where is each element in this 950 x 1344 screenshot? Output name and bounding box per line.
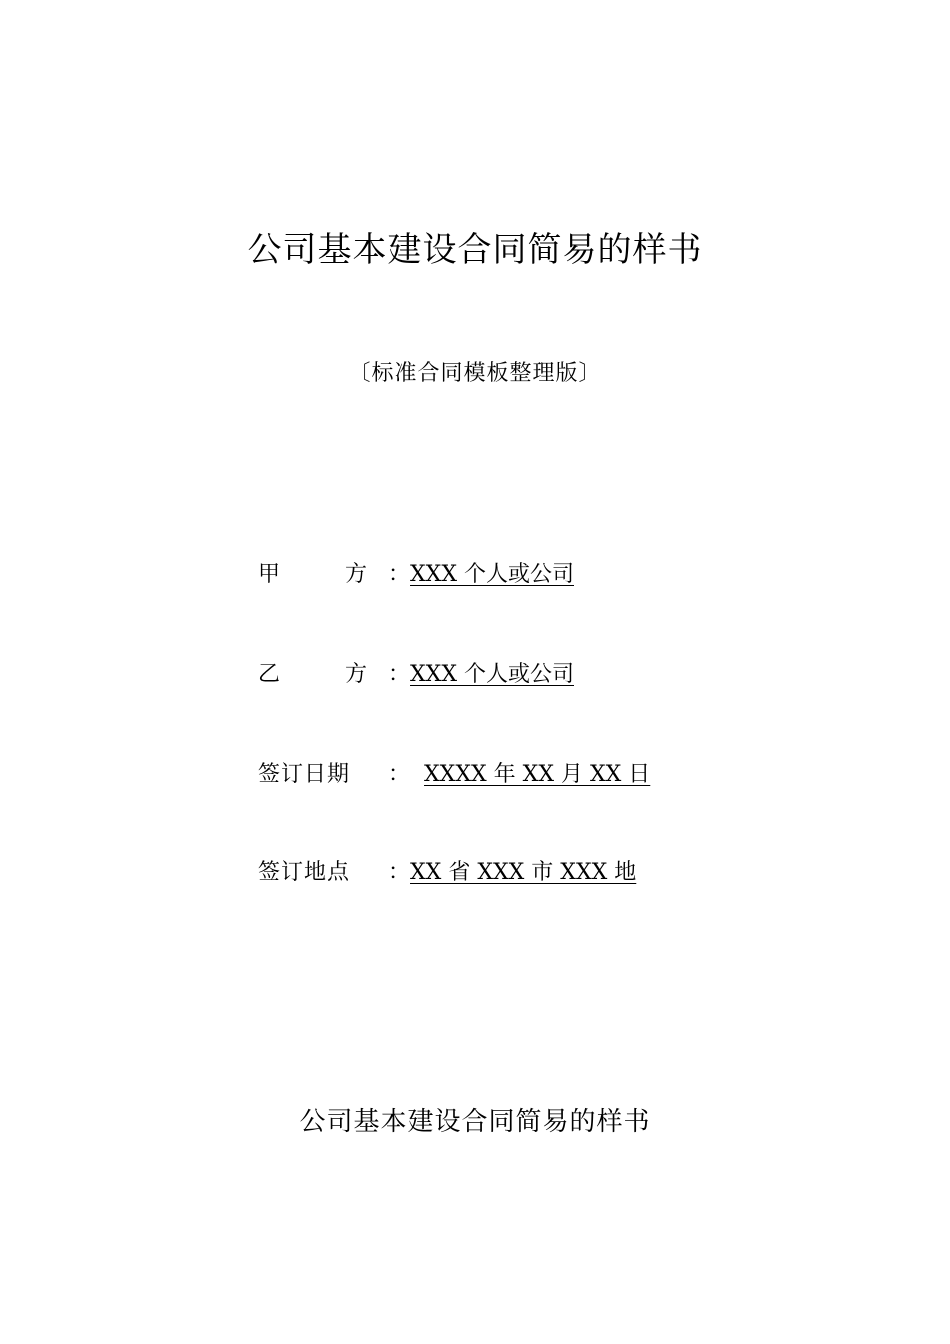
party-b-colon: ： <box>388 662 411 687</box>
party-a-label <box>258 560 388 590</box>
signing-date-label: 签订日期 <box>258 762 351 787</box>
party-b-label-char-1: 乙 <box>258 662 282 687</box>
signing-date-colon: ： <box>388 762 411 787</box>
document-title: 公司基本建设合同简易的样书 <box>247 230 703 270</box>
signing-date-value: XXXX 年 XX 月 XX 日 <box>424 762 651 787</box>
party-b-value: XXX 个人或公司 <box>410 662 574 687</box>
signing-date-field <box>258 760 678 790</box>
party-b-field <box>258 660 637 690</box>
party-a-label-char-2: 方 <box>344 562 368 587</box>
party-a-value: XXX 个人或公司 <box>410 562 574 587</box>
party-a-label-char-1: 甲 <box>258 562 282 587</box>
party-b-label-char-2: 方 <box>344 662 368 687</box>
signing-place-value: XX 省 XXX 市 XXX 地 <box>410 860 637 885</box>
signing-place-colon: ： <box>388 860 411 885</box>
party-b-label <box>258 660 388 690</box>
body-title: 公司基本建设合同简易的样书 <box>299 1107 651 1137</box>
party-a-field <box>258 560 637 590</box>
signing-place-label: 签订地点 <box>258 860 351 885</box>
document-subtitle: 〔标准合同模板整理版〕 <box>348 361 602 386</box>
party-a-colon: ： <box>388 562 411 587</box>
signing-place-field <box>258 858 650 888</box>
